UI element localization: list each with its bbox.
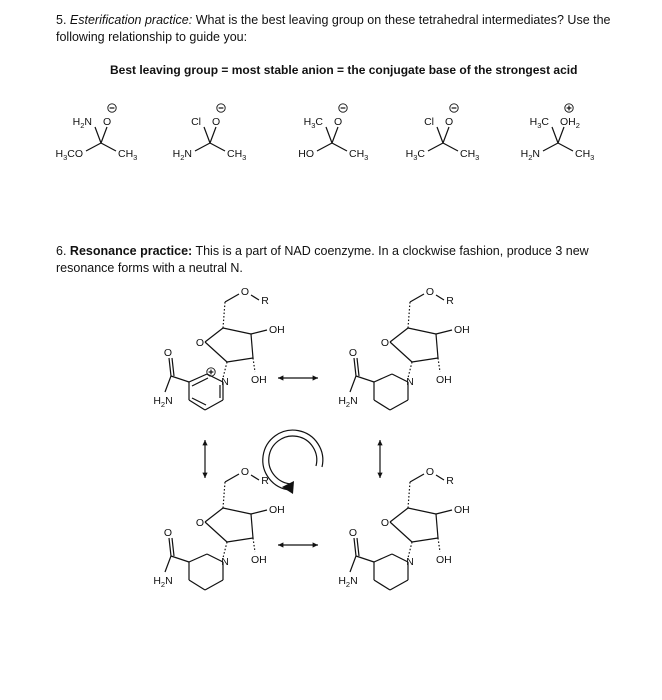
sugar-ring-bond: [223, 508, 251, 514]
leaving-group-rule: Best leaving group = most stable anion = the conjugate base of the strongest acid: [110, 63, 578, 77]
bond-top-right: [210, 127, 216, 143]
sugar-ring-bond: [251, 514, 253, 538]
r-group: R: [261, 295, 269, 307]
arrow-head: [377, 440, 382, 445]
bond-bottom-right: [332, 143, 347, 151]
sugar-ring-bond: [227, 358, 253, 362]
amide-nitrogen: $H_2N$: [153, 575, 173, 589]
carbonyl-bond: [354, 358, 356, 376]
bond-bottom-right: [443, 143, 458, 151]
substituent-bottom-right: $CH_3$: [575, 148, 595, 162]
substituent-top-right: O: [334, 116, 343, 128]
question-6-text: This is a part of NAD coenzyme. In a clockwise fashion, produce 3 new resonance forms with a neutral N.: [56, 244, 589, 275]
amide-bond: [356, 556, 374, 562]
ring-nitrogen: N: [221, 376, 229, 388]
oh-hash-bond: [438, 358, 440, 372]
amide-bond: [171, 376, 189, 382]
hydroxyl-lower: OH: [436, 374, 452, 386]
oh-wedge-bond: [436, 330, 452, 334]
nicotinamide-ring-bond: [374, 554, 392, 562]
sugar-ring-bond: [408, 328, 436, 334]
carbonyl-oxygen: O: [163, 347, 173, 359]
substituent-top-left: $H_2N$: [72, 116, 92, 130]
amide-bond: [356, 376, 374, 382]
substituent-bottom-left: $H_3CO$: [55, 148, 83, 162]
substituent-bottom-right: $CH_3$: [460, 148, 480, 162]
carbonyl-bond: [169, 538, 171, 556]
sugar-ring-bond: [390, 508, 408, 522]
ring-nitrogen: N: [406, 556, 414, 568]
amide-n-bond: [165, 376, 171, 392]
hydroxyl-upper: OH: [269, 504, 285, 516]
substituent-bottom-left: $H_2N$: [172, 148, 192, 162]
bond-bottom-left: [543, 143, 558, 151]
nicotinamide-ring-bond: [390, 580, 408, 590]
nicotinamide-ring-bond: [189, 580, 205, 590]
sugar-ring-bond: [390, 522, 412, 542]
substituent-bottom-left: $H_2N$: [520, 148, 540, 162]
ch2-hash-bond: [408, 302, 410, 328]
bond-bottom-left: [428, 143, 443, 151]
arrow-head: [202, 440, 207, 445]
ch2-bond: [410, 294, 424, 302]
question-6-number: 6.: [56, 244, 67, 258]
amide-nitrogen: $H_2N$: [338, 395, 358, 409]
sugar-ring-bond: [412, 538, 438, 542]
sugar-ring-bond: [436, 514, 438, 538]
ether-oxygen: O: [240, 286, 250, 298]
nicotinamide-ring-bond: [374, 580, 390, 590]
sugar-ring-bond: [390, 342, 412, 362]
ring-oxygen: O: [195, 337, 205, 349]
sugar-ring-bond: [227, 538, 253, 542]
resonance-arrow-left: [202, 440, 207, 478]
nicotinamide-ring-bond: [374, 374, 392, 382]
negative-charge: [339, 104, 347, 112]
ch2-bond: [410, 474, 424, 482]
bond-top-right: [332, 127, 338, 143]
oh-wedge-bond: [251, 330, 267, 334]
positive-charge: [565, 104, 573, 112]
nad-resonance-form-2: [338, 286, 469, 410]
r-group: R: [261, 475, 269, 487]
bond-bottom-left: [86, 143, 101, 151]
sugar-ring-bond: [408, 508, 436, 514]
bond-top-right: [443, 127, 449, 143]
carbonyl-bond: [169, 358, 171, 376]
sugar-ring-bond: [205, 342, 227, 362]
substituent-top-right: $OH_2$: [560, 116, 580, 130]
sugar-ring-bond: [412, 358, 438, 362]
bond-top-right: [101, 127, 107, 143]
nicotinamide-ring-bond: [189, 554, 207, 562]
tetrahedral-intermediate: [173, 104, 247, 162]
substituent-top-right: O: [212, 116, 221, 128]
substituent-top-left: $H_3C$: [303, 116, 323, 130]
o-r-bond: [251, 295, 259, 300]
ch2-bond: [225, 294, 239, 302]
oh-wedge-bond: [436, 510, 452, 514]
sugar-ring-bond: [390, 328, 408, 342]
cycle-arc-inner: [269, 436, 317, 484]
question-5-text: What is the best leaving group on these tetrahedral intermediates? Use the following relationship to guide you:: [56, 13, 611, 44]
bond-top-left: [95, 127, 101, 143]
sugar-ring-bond: [223, 328, 251, 334]
tetrahedral-intermediate: [406, 104, 480, 162]
ch2-hash-bond: [223, 482, 225, 508]
substituent-top-left: Cl: [424, 116, 434, 128]
hydroxyl-upper: OH: [454, 504, 470, 516]
substituent-top-right: O: [445, 116, 454, 128]
bond-bottom-right: [558, 143, 573, 151]
cycle-arc-outer: [263, 430, 323, 490]
carbonyl-oxygen: O: [348, 347, 358, 359]
hydroxyl-upper: OH: [454, 324, 470, 336]
arrow-head: [377, 473, 382, 478]
question-5-title: Esterification practice:: [69, 13, 193, 27]
substituent-bottom-left: $H_3C$: [405, 148, 425, 162]
o-r-bond: [251, 475, 259, 480]
bond-bottom-left: [195, 143, 210, 151]
bond-top-left: [437, 127, 443, 143]
r-group: R: [446, 295, 454, 307]
nicotinamide-ring-bond: [205, 400, 223, 410]
arrow-head: [313, 375, 318, 380]
nicotinamide-ring-bond: [374, 400, 390, 410]
carbonyl-bond: [357, 358, 359, 376]
nicotinamide-ring-bond: [189, 400, 205, 410]
ether-oxygen: O: [240, 466, 250, 478]
sugar-ring-bond: [205, 522, 227, 542]
oh-wedge-bond: [251, 510, 267, 514]
sugar-ring-bond: [205, 508, 223, 522]
tetrahedral-intermediate: [521, 104, 595, 162]
r-group: R: [446, 475, 454, 487]
nad-resonance-form-3: [338, 466, 469, 590]
ring-nitrogen: N: [406, 376, 414, 388]
substituent-bottom-right: $CH_3$: [349, 148, 369, 162]
oh-hash-bond: [438, 538, 440, 552]
ch2-bond: [225, 474, 239, 482]
negative-charge: [108, 104, 116, 112]
substituent-bottom-right: $CH_3$: [227, 148, 247, 162]
oh-hash-bond: [253, 538, 255, 552]
arrow-head: [278, 375, 283, 380]
carbonyl-oxygen: O: [163, 527, 173, 539]
bond-bottom-right: [101, 143, 116, 151]
ring-oxygen: O: [380, 517, 390, 529]
arrow-head: [278, 542, 283, 547]
nad-resonance-form-1: [153, 286, 284, 410]
hydroxyl-upper: OH: [269, 324, 285, 336]
question-5-number: 5.: [56, 13, 67, 27]
arrow-head: [313, 542, 318, 547]
negative-charge: [217, 104, 225, 112]
carbonyl-bond: [354, 538, 356, 556]
sugar-ring-bond: [205, 328, 223, 342]
bond-top-right: [558, 127, 564, 143]
resonance-arrow-bottom: [278, 542, 318, 547]
clockwise-cycle-arrow: [263, 430, 323, 494]
nicotinamide-ring-bond: [205, 580, 223, 590]
ring-oxygen: O: [195, 517, 205, 529]
ether-oxygen: O: [425, 466, 435, 478]
nicotinamide-ring-bond: [189, 374, 207, 382]
amide-n-bond: [350, 376, 356, 392]
pyridinium-charge: [207, 368, 215, 376]
ring-nitrogen: N: [221, 556, 229, 568]
bond-top-left: [204, 127, 210, 143]
carbonyl-bond: [172, 538, 174, 556]
amide-bond: [171, 556, 189, 562]
ch2-hash-bond: [223, 302, 225, 328]
o-r-bond: [436, 295, 444, 300]
o-r-bond: [436, 475, 444, 480]
carbonyl-bond: [357, 538, 359, 556]
hydroxyl-lower: OH: [436, 554, 452, 566]
hydroxyl-lower: OH: [251, 554, 267, 566]
ether-oxygen: O: [425, 286, 435, 298]
amide-n-bond: [165, 556, 171, 572]
amide-nitrogen: $H_2N$: [338, 575, 358, 589]
ring-double-bond: [192, 398, 206, 405]
nicotinamide-ring-bond: [390, 400, 408, 410]
arrow-head: [202, 473, 207, 478]
negative-charge: [450, 104, 458, 112]
carbonyl-oxygen: O: [348, 527, 358, 539]
resonance-arrow-right: [377, 440, 382, 478]
substituent-top-left: Cl: [191, 116, 201, 128]
substituent-top-right: O: [103, 116, 112, 128]
substituent-bottom-right: $CH_3$: [118, 148, 138, 162]
nad-resonance-form-4: [153, 466, 284, 590]
tetrahedral-intermediate: [55, 104, 137, 162]
ring-oxygen: O: [380, 337, 390, 349]
carbonyl-bond: [172, 358, 174, 376]
sugar-ring-bond: [251, 334, 253, 358]
sugar-ring-bond: [436, 334, 438, 358]
bond-top-left: [326, 127, 332, 143]
substituent-bottom-left: HO: [298, 148, 314, 160]
amide-n-bond: [350, 556, 356, 572]
hydroxyl-lower: OH: [251, 374, 267, 386]
tetrahedral-intermediate: [298, 104, 368, 162]
bond-bottom-left: [317, 143, 332, 151]
resonance-arrow-top: [278, 375, 318, 380]
bond-top-left: [552, 127, 558, 143]
question-6-title: Resonance practice:: [69, 244, 193, 258]
bond-bottom-right: [210, 143, 225, 151]
ch2-hash-bond: [408, 482, 410, 508]
substituent-top-left: $H_3C$: [529, 116, 549, 130]
amide-nitrogen: $H_2N$: [153, 395, 173, 409]
oh-hash-bond: [253, 358, 255, 372]
